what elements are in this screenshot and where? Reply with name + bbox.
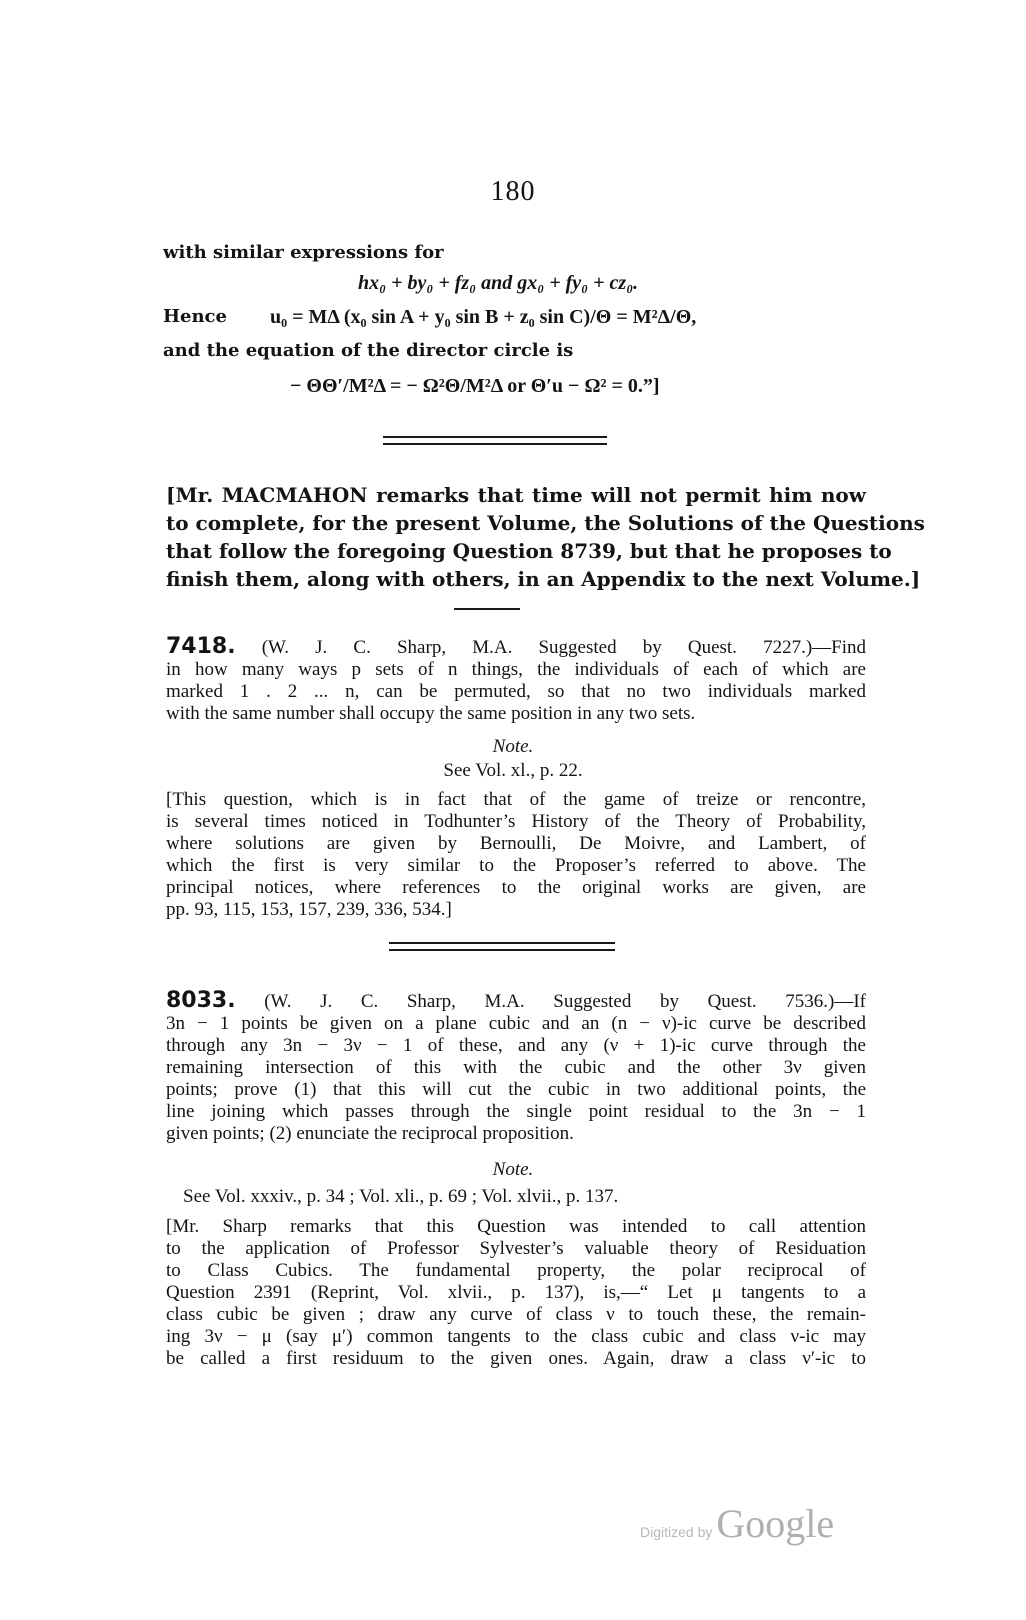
question-number: 8033. bbox=[166, 988, 236, 1013]
announcement-line: to complete, for the present Volume, the Solutions of the Questions bbox=[166, 511, 925, 535]
section-divider-bottom bbox=[383, 443, 607, 445]
note-line: [Mr. Sharp remarks that this Question was intended to call attention bbox=[166, 1216, 866, 1237]
note-8033 bbox=[166, 1216, 866, 1370]
macmahon-announcement bbox=[166, 481, 925, 593]
note-line: is several times noticed in Todhunter’s History of the Theory of Probability, bbox=[166, 811, 866, 832]
announcement-line: [Mr. MACMAHON remarks that time will not permit him now bbox=[166, 483, 866, 507]
short-divider bbox=[454, 608, 520, 610]
question-8033 bbox=[166, 990, 866, 1145]
note-line: pp. 93, 115, 153, 157, 239, 336, 534.] bbox=[166, 899, 452, 920]
note-reference: See Vol. xxxiv., p. 34 ; Vol. xli., p. 69 ; Vol. xlvii., p. 137. bbox=[183, 1186, 619, 1207]
section-divider-bottom bbox=[389, 949, 615, 951]
google-watermark bbox=[640, 1500, 860, 1550]
announcement-line: that follow the foregoing Question 8739, but that he proposes to bbox=[166, 539, 892, 563]
announcement-line: finish them, along with others, in an Appendix to the next Volume.] bbox=[166, 567, 921, 591]
question-line: in how many ways p sets of n things, the individuals of each of which are bbox=[166, 659, 866, 680]
section-divider-top bbox=[383, 436, 607, 438]
note-line: which the first is very similar to the Proposer’s referred to above. The bbox=[166, 855, 866, 876]
note-title: Note. bbox=[492, 1159, 534, 1180]
director-circle-line: and the equation of the director circle is bbox=[163, 340, 574, 361]
question-line: 3n − 1 points be given on a plane cubic and an (n − ν)-ic curve be described bbox=[166, 1013, 866, 1034]
expressions-line: hx₀ + by₀ + fz₀ and gx₀ + fy₀ + cz₀. bbox=[358, 272, 639, 294]
question-number: 7418. bbox=[166, 634, 236, 659]
note-line: class cubic be given ; draw any curve of class ν to touch these, the remain- bbox=[166, 1304, 866, 1325]
note-line: where solutions are given by Bernoulli, De Moivre, and Lambert, of bbox=[166, 833, 866, 854]
section-divider-top bbox=[389, 942, 615, 944]
question-line: through any 3n − 3ν − 1 of these, and any (ν + 1)-ic curve through the bbox=[166, 1035, 866, 1056]
question-line: marked 1 . 2 ... n, can be permuted, so that no two individuals marked bbox=[166, 681, 866, 702]
intro-line: with similar expressions for bbox=[163, 242, 444, 263]
note-7418 bbox=[166, 789, 866, 921]
question-line: given points; (2) enunciate the reciprocal proposition. bbox=[166, 1123, 574, 1144]
hence-label: Hence bbox=[163, 306, 227, 327]
note-line: to the application of Professor Sylvester’s valuable theory of Residuation bbox=[166, 1238, 866, 1259]
note-reference: See Vol. xl., p. 22. bbox=[443, 760, 583, 781]
question-line: line joining which passes through the single point residual to the 3n − 1 bbox=[166, 1101, 866, 1122]
question-header: (W. J. C. Sharp, M.A. Suggested by Quest. 7227.)—Find bbox=[261, 637, 866, 658]
page-number: 180 bbox=[490, 176, 536, 207]
note-line: Question 2391 (Reprint, Vol. xlvii., p. 137), is,—“ Let μ tangents to a bbox=[166, 1282, 866, 1303]
question-7418 bbox=[166, 636, 866, 725]
question-header: (W. J. C. Sharp, M.A. Suggested by Quest. 7536.)—If bbox=[264, 991, 866, 1012]
question-line: with the same number shall occupy the same position in any two sets. bbox=[166, 703, 696, 724]
question-line: points; prove (1) that this will cut the cubic in two additional points, the bbox=[166, 1079, 866, 1100]
note-line: to Class Cubics. The fundamental property, the polar reciprocal of bbox=[166, 1260, 866, 1281]
hence-equation: u₀ = MΔ (x₀ sin A + y₀ sin B + z₀ sin C)/Θ = M²Δ/Θ, bbox=[270, 306, 697, 328]
question-line: remaining intersection of this with the cubic and the other 3ν given bbox=[166, 1057, 866, 1078]
note-line: ing 3ν − μ (say μ′) common tangents to the class cubic and class ν-ic may bbox=[166, 1326, 866, 1347]
note-title: Note. bbox=[492, 736, 534, 757]
note-line: [This question, which is in fact that of the game of treize or rencontre, bbox=[166, 789, 866, 810]
note-line: principal notices, where references to the original works are given, are bbox=[166, 877, 866, 898]
google-logo: Google bbox=[716, 1501, 835, 1546]
director-circle-equation: − ΘΘ′/M²Δ = − Ω²Θ/M²Δ or Θ′u − Ω² = 0.”] bbox=[290, 375, 660, 397]
digitized-by-text: Digitized by bbox=[640, 1524, 713, 1540]
note-line: be called a first residuum to the given ones. Again, draw a class ν′-ic to bbox=[166, 1348, 866, 1369]
